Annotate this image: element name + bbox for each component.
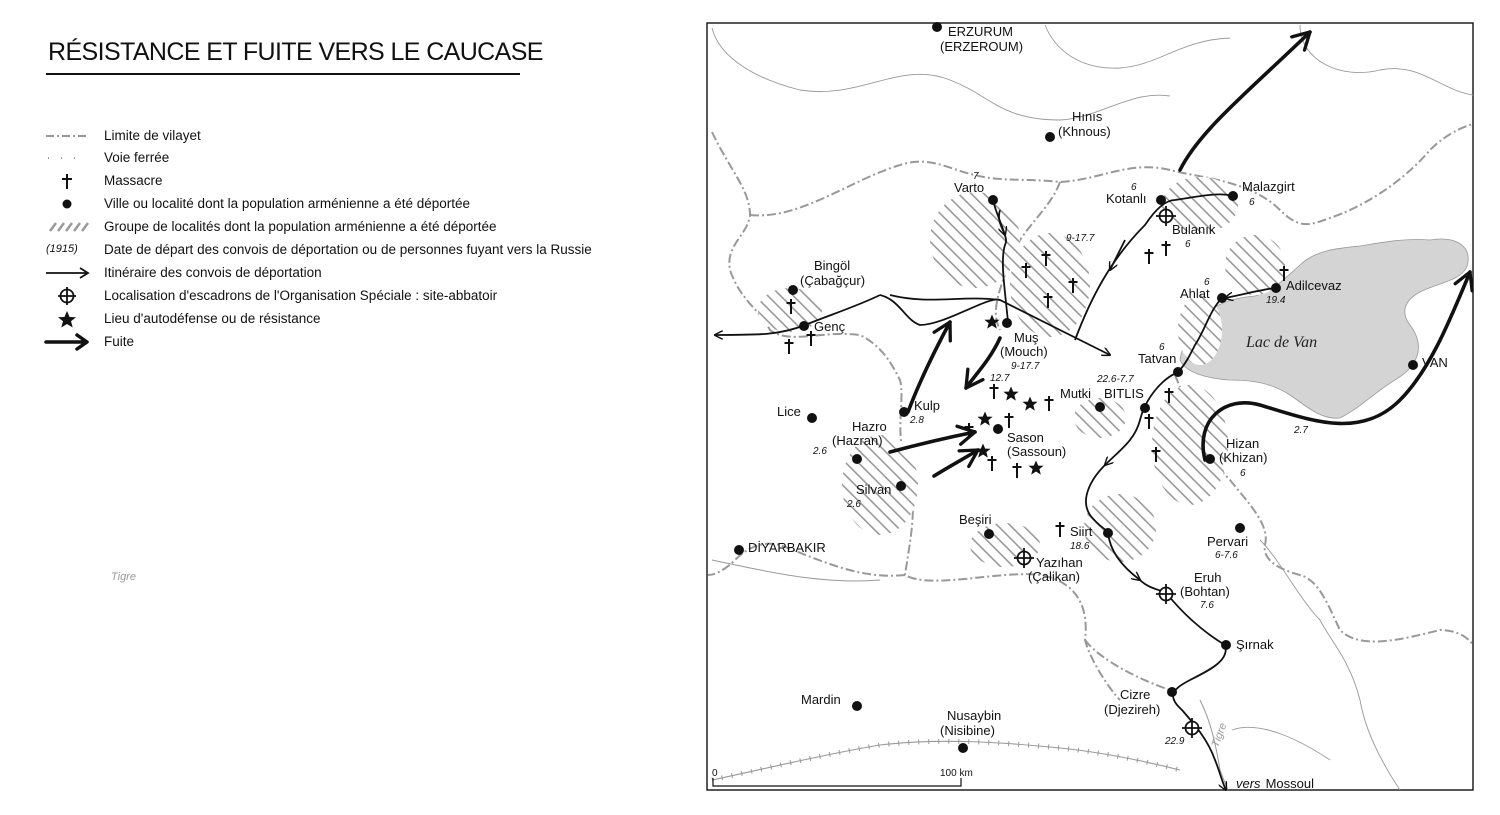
place-label-bitlis: BITLIS xyxy=(1104,386,1144,401)
city-dot-silvan xyxy=(896,481,906,491)
vilayet-boundary-icon xyxy=(44,126,90,146)
city-dot-adilcevaz xyxy=(1271,283,1281,293)
place-label-sason: Sason (Sassoun) xyxy=(1007,430,1067,459)
legend-row-railway xyxy=(44,148,684,168)
city-dot-malazgirt xyxy=(1228,191,1238,201)
place-label-cizre: Cizre (Djezireh) xyxy=(1104,687,1161,717)
place-label-besiri: Beşiri xyxy=(959,512,992,527)
place-label-varto: Varto xyxy=(954,180,985,195)
date-label: 6-7.6 xyxy=(1215,550,1238,561)
legend-label: Massacre xyxy=(104,173,163,188)
city-dot-mutki xyxy=(1095,402,1105,412)
city-dot-kotanli xyxy=(1156,195,1166,205)
city-dot-erzurum xyxy=(932,22,942,32)
legend-label: Date de départ des convois de déportation ou de personnes fuyant vers la Russie xyxy=(104,242,592,257)
legend-row-resistance xyxy=(44,309,684,329)
city-dot-pervari xyxy=(1235,523,1245,533)
city-dot-hazro xyxy=(852,454,862,464)
cross-icon xyxy=(44,171,90,191)
place-label-kulp: Kulp xyxy=(914,398,941,413)
date-label: 6 xyxy=(1131,182,1137,193)
place-label-silvan: Silvan xyxy=(856,482,892,497)
place-label-sirnak: Şırnak xyxy=(1236,637,1274,652)
city-dot-mus xyxy=(1002,318,1012,328)
legend-row-city xyxy=(44,194,684,214)
scale-end: 100 km xyxy=(940,768,973,779)
date-label: 6 xyxy=(1185,239,1191,250)
legend-row-massacre xyxy=(44,171,684,191)
date-label: 22.9 xyxy=(1165,736,1185,747)
city-dot-lice xyxy=(807,413,817,423)
date-label: 2.6 xyxy=(813,446,827,457)
city-dot-ahlat xyxy=(1217,293,1227,303)
date-label: 22.6-7.7 xyxy=(1097,374,1134,385)
hatched-area-icon xyxy=(44,217,90,237)
city-dot-nusaybin xyxy=(958,743,968,753)
place-label-malazgirt: Malazgirt xyxy=(1242,179,1295,194)
place-label-hazro: Hazro (Hazran) xyxy=(832,419,887,448)
star-icon xyxy=(44,309,90,329)
legend-label: Lieu d'autodéfense ou de résistance xyxy=(104,311,321,326)
city-dot-bitlis xyxy=(1140,403,1150,413)
place-label-mutki: Mutki xyxy=(1060,386,1092,401)
scale-start: 0 xyxy=(712,768,718,779)
city-dot-bingol xyxy=(788,285,798,295)
city-dot-sirnak xyxy=(1221,640,1231,650)
place-label-bingol: Bingöl (Çabağçur) xyxy=(800,258,866,288)
place-label-hinis: Hınıs (Khnous) xyxy=(1058,109,1111,139)
legend-label: Voie ferrée xyxy=(104,150,170,165)
place-label-mus: Muş (Mouch) xyxy=(1000,330,1048,359)
place-label-genc: Genç xyxy=(814,319,846,334)
place-label-diyarbakir: DİYARBAKIR xyxy=(748,540,826,555)
legend-label: Groupe de localités dont la population arménienne a été déportée xyxy=(104,219,497,234)
destination-label: vers Mossoul xyxy=(1236,776,1314,791)
place-label-kotanli: Kotanlı xyxy=(1106,191,1147,206)
title-underline xyxy=(46,73,520,75)
city-dot-van xyxy=(1408,360,1418,370)
city-dot-siirt xyxy=(1103,528,1113,538)
place-label-nusaybin: Nusaybin (Nisibine) xyxy=(940,708,1002,738)
legend-row-vilayet xyxy=(44,126,684,146)
date-label: 6 xyxy=(1204,277,1210,288)
date-label: 12.7 xyxy=(990,373,1010,384)
legend-label: Localisation d'escadrons de l'Organisation Spéciale : site-abbatoir xyxy=(104,288,498,303)
convoy-arrow-icon xyxy=(44,263,90,283)
railway-icon xyxy=(44,148,90,168)
legend-row-date xyxy=(44,240,694,260)
city-dot-kulp xyxy=(899,407,909,417)
place-label-yazihan: Yazıhan (Çalikan) xyxy=(1028,555,1083,584)
city-dot-genc xyxy=(799,321,809,331)
legend-row-flight xyxy=(44,332,684,352)
city-dot-hinis xyxy=(1045,132,1055,142)
legend-row-special-org xyxy=(44,286,684,306)
city-dot-hizan xyxy=(1205,454,1215,464)
city-dot-icon xyxy=(44,194,90,214)
place-label-siirt: Siirt xyxy=(1070,524,1093,539)
date-label: 9-17.7 xyxy=(1066,233,1095,244)
city-dot-diyarbakir xyxy=(734,545,744,555)
legend-row-hatched xyxy=(44,217,684,237)
river-label-tigre-south: Tigre xyxy=(1209,721,1230,750)
place-label-van: VAN xyxy=(1422,355,1448,370)
flight-arrow-icon xyxy=(44,332,90,352)
legend-label: Limite de vilayet xyxy=(104,128,201,143)
city-dot-varto xyxy=(988,195,998,205)
map-title: RÉSISTANCE ET FUITE VERS LE CAUCASE xyxy=(48,38,543,66)
place-label-eruh: Eruh (Bohtan) xyxy=(1180,570,1230,599)
legend-row-convoy xyxy=(44,263,684,283)
date-label: 2.8 xyxy=(910,415,924,426)
place-label-hizan: Hizan (Khizan) xyxy=(1219,436,1268,465)
city-dot-cizre xyxy=(1167,687,1177,697)
date-label: 6 xyxy=(1159,342,1165,353)
date-label: 2.7 xyxy=(1294,425,1308,436)
place-label-erzurum: ERZURUM (ERZEROUM) xyxy=(940,24,1024,54)
lake-label: Lac de Van xyxy=(1246,334,1318,351)
date-label: 9-17.7 xyxy=(1011,361,1040,372)
legend-label: Ville ou localité dont la population arménienne a été déportée xyxy=(104,196,471,211)
place-label-pervari: Pervari xyxy=(1207,534,1249,549)
city-dot-sason xyxy=(993,424,1003,434)
city-dot-tatvan xyxy=(1173,367,1183,377)
date-sample: (1915) xyxy=(46,243,78,255)
date-label: 2.6 xyxy=(847,499,861,510)
river-label-tigre-west: Tigre xyxy=(111,571,136,583)
place-label-mardin: Mardin xyxy=(801,692,841,707)
date-label: 18.6 xyxy=(1070,541,1090,552)
place-label-ahlat: Ahlat xyxy=(1180,286,1210,301)
place-label-tatvan: Tatvan xyxy=(1138,351,1177,366)
legend-label: Fuite xyxy=(104,334,135,349)
date-label: 7 xyxy=(973,171,979,182)
legend-label: Itinéraire des convois de déportation xyxy=(104,265,322,280)
target-icon xyxy=(44,286,90,306)
date-label: 19.4 xyxy=(1266,295,1286,306)
place-label-bulanik: Bulanık xyxy=(1172,222,1216,237)
place-label-adilcevaz: Adilcevaz xyxy=(1286,278,1342,293)
place-label-lice: Lice xyxy=(777,404,801,419)
date-label: 7.6 xyxy=(1200,600,1214,611)
date-label: 6 xyxy=(1240,468,1246,479)
city-dot-mardin xyxy=(852,701,862,711)
city-dot-besiri xyxy=(984,529,994,539)
date-label: 6 xyxy=(1249,197,1255,208)
